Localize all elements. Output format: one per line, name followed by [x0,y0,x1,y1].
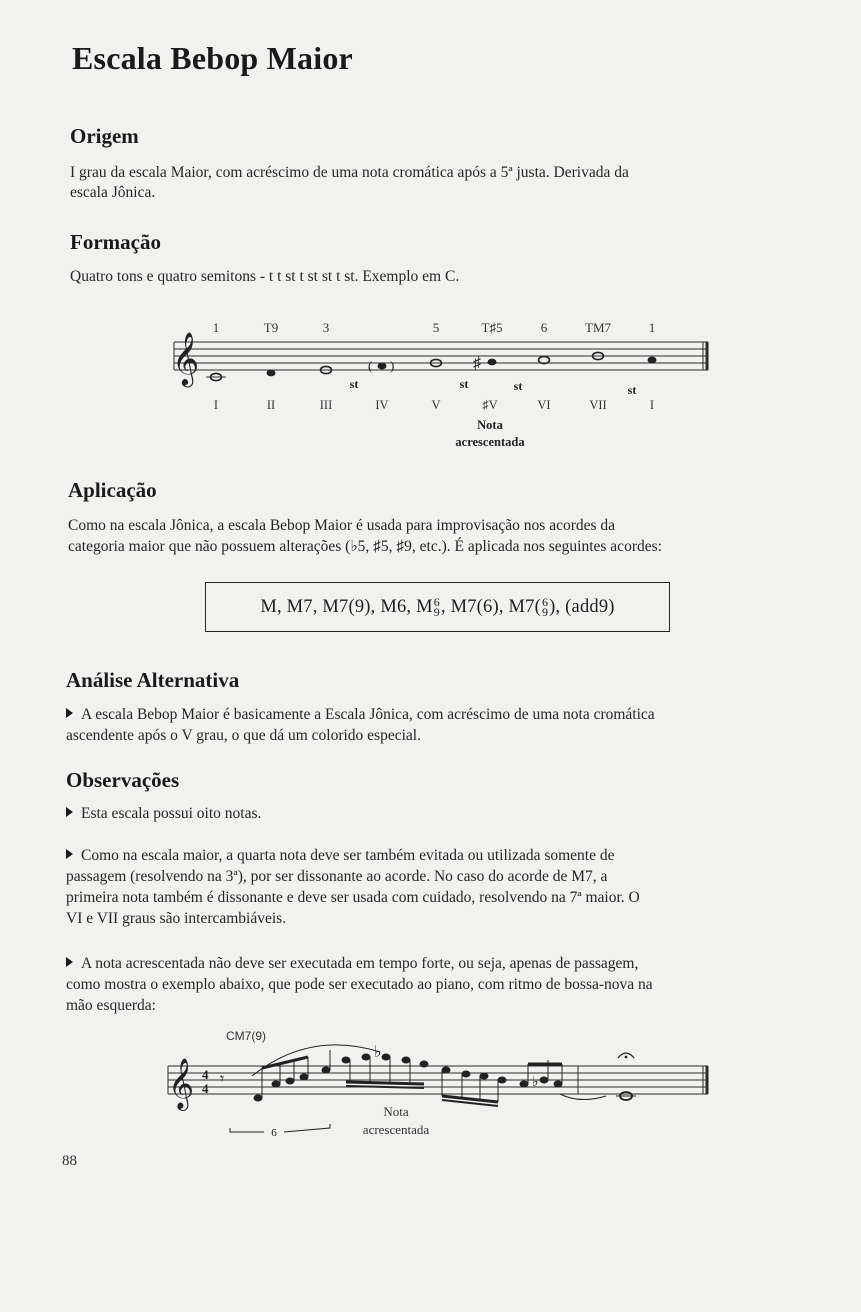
svg-text:♭: ♭ [374,1044,382,1061]
analise-line-1: A escala Bebop Maior é basicamente a Escala Jônica, com acréscimo de uma nota cromática [66,704,655,725]
note-c-high [648,357,657,364]
time-sig-bottom: 4 [202,1081,209,1096]
caption-nota: Nota [477,418,503,432]
chord-m7-69-stack: 6 9 [541,595,549,619]
obs-bullet-2-line-3: primeira nota também é dissonante e deve ser usada com cuidado, resolvendo na 7ª maior. O [66,889,640,906]
top-label-6: 6 [540,320,548,335]
bossa-caption-acrescentada: acrescentada [362,1122,430,1137]
degree-5: V [431,398,441,412]
bossa-staff-example [160,1024,720,1144]
chords-part-2: , M7(6), M7( [440,596,541,617]
page-number: 88 [62,1153,77,1169]
st-mark-4: st [627,383,637,397]
st-mark-2: st [459,377,469,391]
degree-4: IV [375,398,389,412]
time-sig-top: 4 [202,1067,209,1082]
sharp-icon: ♯ [473,355,481,372]
caption-acrescentada: acrescentada [455,435,525,449]
degree-3: III [319,398,333,412]
heading-observacoes: Observações [66,768,180,792]
note-gsharp [488,359,497,366]
degree-1: I [213,398,219,412]
note-d [267,370,276,377]
chords-part-3: ), (add9) [549,596,615,617]
svg-text:): ) [390,358,395,373]
top-label-3: 3 [322,320,330,335]
chords-box [205,582,670,632]
obs-bullet-2-line-1: Como na escala maior, a quarta nota deve ser também evitada ou utilizada somente de [66,845,615,866]
chord-symbol: CM7(9) [226,1029,267,1043]
top-label-1: 1 [212,320,220,335]
formacao-text: Quatro tons e quatro semitons - t t st t st st t st. Exemplo em C. [70,268,460,285]
st-mark-1: st [349,377,359,391]
aplicacao-line-2: categoria maior que não possuem alterações (♭5, ♯5, ♯9, etc.). É aplicada nos seguintes acordes: [68,538,662,555]
top-label-2: T9 [263,320,279,335]
degree-7: VI [537,398,551,412]
heading-aplicacao: Aplicação [68,478,157,502]
obs-bullet-3-line-1: A nota acrescentada não deve ser executada em tempo forte, ou seja, apenas de passagem, [66,953,638,974]
treble-clef-icon: 𝄞 [172,333,200,384]
chords-part-1: M, M7, M7(9), M6, M [260,596,433,617]
degree-6: ♯V [482,398,498,412]
degree-9: I [649,398,655,412]
st-mark-3: st [513,379,523,393]
origem-line-2: escala Jônica. [70,184,156,201]
scale-staff-example [160,318,720,458]
top-label-8: 1 [648,320,656,335]
obs-bullet-1: Esta escala possui oito notas. [66,803,261,824]
svg-text:♭: ♭ [532,1075,539,1090]
top-label-5: T♯5 [481,320,503,335]
obs-bullet-3-line-2: como mostra o exemplo abaixo, que pode ser executado ao piano, com ritmo de bossa-nova na [66,976,653,993]
treble-clef-icon: 𝄞 [168,1059,195,1108]
svg-text:(: ( [368,358,373,373]
svg-text:𝄾: 𝄾 [220,1071,225,1088]
bossa-caption-nota: Nota [383,1104,409,1119]
page-title: Escala Bebop Maior [72,40,353,76]
degree-2: II [266,398,276,412]
heading-analise: Análise Alternativa [66,668,240,692]
obs-bullet-3-line-3: mão esquerda: [66,997,156,1014]
origem-line-1: I grau da escala Maior, com acréscimo de uma nota cromática após a 5ª justa. Derivada da [70,164,629,181]
obs-bullet-2-line-4: VI e VII graus são intercambiáveis. [66,910,287,927]
tuplet-number: 6 [271,1127,277,1139]
degree-8: VII [589,398,607,412]
chord-m69-stack: 6 9 [433,595,440,619]
heading-formacao: Formação [70,230,161,254]
note-f [378,363,387,370]
aplicacao-line-1: Como na escala Jônica, a escala Bebop Maior é usada para improvisação nos acordes da [68,517,616,534]
top-label-7: TM7 [585,320,611,335]
top-label-4: 5 [432,320,440,335]
analise-line-2: ascendente após o V grau, o que dá um colorido especial. [66,727,421,744]
obs-bullet-2-line-2: passagem (resolvendo na 3ª), por ser dissonante ao acorde. No caso do acorde de M7, a [66,868,608,885]
heading-origem: Origem [70,124,139,148]
